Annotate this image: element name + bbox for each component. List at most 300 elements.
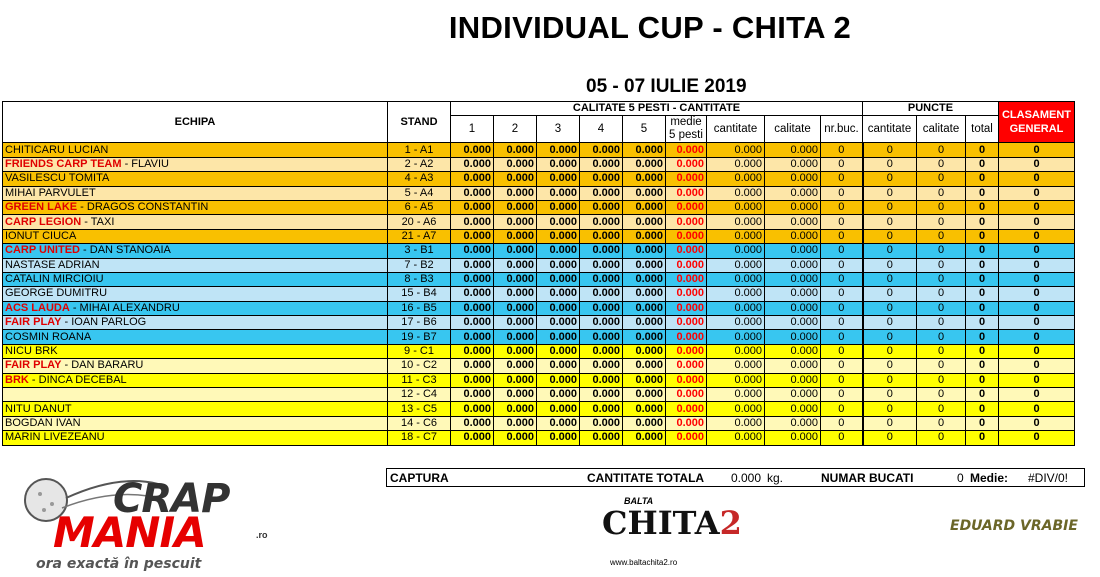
points-total-cell: 0 <box>966 301 999 315</box>
nrbuc-cell: 0 <box>821 373 863 387</box>
general-cell: 0 <box>999 373 1075 387</box>
fish-weight-4: 0.000 <box>580 416 623 430</box>
points-cantitate-cell: 0 <box>863 359 917 373</box>
nrbuc-cell: 0 <box>821 157 863 171</box>
stand-cell: 20 - A6 <box>388 215 451 229</box>
cantitate-cell: 0.000 <box>707 344 765 358</box>
fish-weight-5: 0.000 <box>623 172 666 186</box>
angler-name: - DAN STANOAIA <box>79 244 171 257</box>
header-col-1: 1 <box>451 116 494 143</box>
fish-weight-5: 0.000 <box>623 388 666 402</box>
fish-weight-5: 0.000 <box>623 301 666 315</box>
table-row <box>3 301 1075 315</box>
header-col-5: 5 <box>623 116 666 143</box>
fish-weight-4: 0.000 <box>580 258 623 272</box>
team-cell <box>3 388 388 402</box>
fish-weight-5: 0.000 <box>623 258 666 272</box>
fish-weight-5: 0.000 <box>623 157 666 171</box>
fish-weight-1: 0.000 <box>451 373 494 387</box>
points-total-cell: 0 <box>966 143 999 157</box>
team-cell <box>3 373 388 387</box>
calitate-cell: 0.000 <box>765 272 821 286</box>
fish-weight-1: 0.000 <box>451 287 494 301</box>
table-row <box>3 258 1075 272</box>
general-cell: 0 <box>999 244 1075 258</box>
points-total-cell: 0 <box>966 402 999 416</box>
summary-bar <box>386 468 1085 487</box>
stand-cell: 18 - C7 <box>388 431 451 445</box>
points-total-cell: 0 <box>966 272 999 286</box>
calitate-cell: 0.000 <box>765 388 821 402</box>
fish-weight-4: 0.000 <box>580 200 623 214</box>
fish-weight-1: 0.000 <box>451 301 494 315</box>
medie-cell: 0.000 <box>666 344 707 358</box>
stand-cell: 1 - A1 <box>388 143 451 157</box>
fish-weight-5: 0.000 <box>623 330 666 344</box>
header-medie <box>666 116 707 143</box>
points-calitate-cell: 0 <box>917 344 966 358</box>
stand-cell: 11 - C3 <box>388 373 451 387</box>
nrbuc-cell: 0 <box>821 272 863 286</box>
calitate-cell: 0.000 <box>765 229 821 243</box>
angler-name: - DINCA DECEBAL <box>28 373 127 386</box>
club-name: CARP LEGION <box>5 215 82 228</box>
table-row <box>3 272 1075 286</box>
club-name: FAIR PLAY <box>5 359 62 372</box>
points-cantitate-cell: 0 <box>863 388 917 402</box>
team-cell <box>3 431 388 445</box>
calitate-cell: 0.000 <box>765 244 821 258</box>
club-name: CARP UNITED <box>5 244 80 257</box>
points-cantitate-cell: 0 <box>863 373 917 387</box>
medie-cell: 0.000 <box>666 388 707 402</box>
fish-weight-3: 0.000 <box>537 157 580 171</box>
stand-cell: 4 - A3 <box>388 172 451 186</box>
points-calitate-cell: 0 <box>917 416 966 430</box>
fish-weight-4: 0.000 <box>580 229 623 243</box>
fish-weight-2: 0.000 <box>494 301 537 315</box>
points-calitate-cell: 0 <box>917 330 966 344</box>
club-name: BRK <box>5 373 29 386</box>
points-total-cell: 0 <box>966 388 999 402</box>
header-col-3: 3 <box>537 116 580 143</box>
header-medie-line1: medie <box>670 116 702 129</box>
points-calitate-cell: 0 <box>917 143 966 157</box>
fish-weight-4: 0.000 <box>580 215 623 229</box>
stand-cell: 16 - B5 <box>388 301 451 315</box>
nrbuc-cell: 0 <box>821 316 863 330</box>
points-cantitate-cell: 0 <box>863 143 917 157</box>
table-row <box>3 200 1075 214</box>
summary-cantitate-value: 0.000 <box>731 471 762 485</box>
general-cell: 0 <box>999 301 1075 315</box>
stand-cell: 12 - C4 <box>388 388 451 402</box>
points-calitate-cell: 0 <box>917 287 966 301</box>
summary-medie-label: Medie: <box>970 471 1009 485</box>
general-cell: 0 <box>999 229 1075 243</box>
calitate-cell: 0.000 <box>765 172 821 186</box>
table-row <box>3 143 1075 157</box>
medie-cell: 0.000 <box>666 244 707 258</box>
cantitate-cell: 0.000 <box>707 287 765 301</box>
summary-unit: kg. <box>767 471 784 485</box>
fish-weight-4: 0.000 <box>580 157 623 171</box>
points-cantitate-cell: 0 <box>863 215 917 229</box>
table-row <box>3 330 1075 344</box>
fish-weight-4: 0.000 <box>580 244 623 258</box>
nrbuc-cell: 0 <box>821 431 863 445</box>
general-cell: 0 <box>999 157 1075 171</box>
fish-weight-3: 0.000 <box>537 344 580 358</box>
fish-weight-3: 0.000 <box>537 431 580 445</box>
team-cell <box>3 287 388 301</box>
points-total-cell: 0 <box>966 229 999 243</box>
fish-weight-2: 0.000 <box>494 344 537 358</box>
fish-weight-5: 0.000 <box>623 431 666 445</box>
stand-cell: 15 - B4 <box>388 287 451 301</box>
medie-cell: 0.000 <box>666 330 707 344</box>
cantitate-cell: 0.000 <box>707 272 765 286</box>
fish-weight-1: 0.000 <box>451 431 494 445</box>
fish-weight-2: 0.000 <box>494 402 537 416</box>
general-cell: 0 <box>999 200 1075 214</box>
crapmania-tagline: ora exactă în pescuit <box>36 556 202 572</box>
chita2-logo-number: 2 <box>719 504 742 542</box>
table-row <box>3 359 1075 373</box>
fish-weight-4: 0.000 <box>580 272 623 286</box>
header-group-points: PUNCTE <box>863 102 999 116</box>
general-cell: 0 <box>999 172 1075 186</box>
points-cantitate-cell: 0 <box>863 157 917 171</box>
nrbuc-cell: 0 <box>821 344 863 358</box>
nrbuc-cell: 0 <box>821 200 863 214</box>
cantitate-cell: 0.000 <box>707 157 765 171</box>
fish-weight-5: 0.000 <box>623 416 666 430</box>
cantitate-cell: 0.000 <box>707 301 765 315</box>
fish-weight-1: 0.000 <box>451 344 494 358</box>
fish-weight-1: 0.000 <box>451 272 494 286</box>
points-total-cell: 0 <box>966 157 999 171</box>
angler-name: - DRAGOS CONSTANTIN <box>77 201 209 214</box>
cantitate-cell: 0.000 <box>707 402 765 416</box>
table-row <box>3 402 1075 416</box>
results-table <box>2 101 1075 446</box>
fish-weight-5: 0.000 <box>623 287 666 301</box>
fish-weight-4: 0.000 <box>580 388 623 402</box>
team-cell <box>3 258 388 272</box>
medie-cell: 0.000 <box>666 172 707 186</box>
points-calitate-cell: 0 <box>917 373 966 387</box>
points-calitate-cell: 0 <box>917 301 966 315</box>
team-cell <box>3 272 388 286</box>
angler-name: NITU DANUT <box>5 402 72 415</box>
nrbuc-cell: 0 <box>821 416 863 430</box>
medie-cell: 0.000 <box>666 272 707 286</box>
crapmania-logo-line2: MANIA <box>53 508 206 557</box>
fish-weight-3: 0.000 <box>537 301 580 315</box>
stand-cell: 13 - C5 <box>388 402 451 416</box>
fish-weight-3: 0.000 <box>537 229 580 243</box>
calitate-cell: 0.000 <box>765 359 821 373</box>
fish-weight-1: 0.000 <box>451 388 494 402</box>
stand-cell: 5 - A4 <box>388 186 451 200</box>
fish-weight-3: 0.000 <box>537 316 580 330</box>
table-row <box>3 344 1075 358</box>
nrbuc-cell: 0 <box>821 172 863 186</box>
fish-weight-5: 0.000 <box>623 402 666 416</box>
fish-weight-5: 0.000 <box>623 229 666 243</box>
summary-captura: CAPTURA <box>390 471 449 485</box>
chita2-logo-main <box>602 504 742 542</box>
points-cantitate-cell: 0 <box>863 431 917 445</box>
general-cell: 0 <box>999 186 1075 200</box>
fish-weight-3: 0.000 <box>537 200 580 214</box>
table-row <box>3 215 1075 229</box>
fish-weight-2: 0.000 <box>494 287 537 301</box>
team-cell <box>3 200 388 214</box>
calitate-cell: 0.000 <box>765 330 821 344</box>
calitate-cell: 0.000 <box>765 143 821 157</box>
fish-weight-3: 0.000 <box>537 244 580 258</box>
points-cantitate-cell: 0 <box>863 258 917 272</box>
fish-weight-2: 0.000 <box>494 200 537 214</box>
table-row <box>3 229 1075 243</box>
stand-cell: 8 - B3 <box>388 272 451 286</box>
crapmania-logo <box>8 474 278 572</box>
team-cell <box>3 416 388 430</box>
fish-weight-3: 0.000 <box>537 359 580 373</box>
medie-cell: 0.000 <box>666 287 707 301</box>
points-cantitate-cell: 0 <box>863 316 917 330</box>
calitate-cell: 0.000 <box>765 402 821 416</box>
points-calitate-cell: 0 <box>917 359 966 373</box>
calitate-cell: 0.000 <box>765 186 821 200</box>
chita2-logo <box>592 496 742 573</box>
cantitate-cell: 0.000 <box>707 200 765 214</box>
points-calitate-cell: 0 <box>917 402 966 416</box>
points-total-cell: 0 <box>966 200 999 214</box>
stand-cell: 19 - B7 <box>388 330 451 344</box>
points-cantitate-cell: 0 <box>863 244 917 258</box>
fish-weight-2: 0.000 <box>494 431 537 445</box>
fish-weight-2: 0.000 <box>494 172 537 186</box>
header-nrbuc: nr.buc. <box>821 116 863 143</box>
page-title: INDIVIDUAL CUP - CHITA 2 <box>448 10 852 45</box>
points-cantitate-cell: 0 <box>863 344 917 358</box>
crapmania-logo-ro: .ro <box>256 530 268 540</box>
points-total-cell: 0 <box>966 215 999 229</box>
angler-name: - FLAVIU <box>121 157 170 170</box>
points-cantitate-cell: 0 <box>863 272 917 286</box>
general-cell: 0 <box>999 143 1075 157</box>
fish-weight-5: 0.000 <box>623 186 666 200</box>
club-name: ACS LAUDA <box>5 301 70 314</box>
fish-weight-2: 0.000 <box>494 416 537 430</box>
team-cell <box>3 215 388 229</box>
fish-weight-3: 0.000 <box>537 388 580 402</box>
team-cell <box>3 172 388 186</box>
medie-cell: 0.000 <box>666 359 707 373</box>
team-cell <box>3 402 388 416</box>
table-row <box>3 416 1075 430</box>
fish-weight-1: 0.000 <box>451 416 494 430</box>
nrbuc-cell: 0 <box>821 330 863 344</box>
medie-cell: 0.000 <box>666 301 707 315</box>
signature: EDUARD VRABIE <box>950 518 1078 534</box>
calitate-cell: 0.000 <box>765 344 821 358</box>
medie-cell: 0.000 <box>666 416 707 430</box>
fish-weight-4: 0.000 <box>580 344 623 358</box>
medie-cell: 0.000 <box>666 157 707 171</box>
fish-weight-1: 0.000 <box>451 186 494 200</box>
points-total-cell: 0 <box>966 287 999 301</box>
team-cell <box>3 330 388 344</box>
table-row <box>3 431 1075 445</box>
cantitate-cell: 0.000 <box>707 143 765 157</box>
general-cell: 0 <box>999 287 1075 301</box>
table-row <box>3 287 1075 301</box>
points-calitate-cell: 0 <box>917 229 966 243</box>
calitate-cell: 0.000 <box>765 200 821 214</box>
fish-weight-2: 0.000 <box>494 272 537 286</box>
points-total-cell: 0 <box>966 431 999 445</box>
fish-weight-2: 0.000 <box>494 258 537 272</box>
fish-weight-1: 0.000 <box>451 157 494 171</box>
fish-weight-2: 0.000 <box>494 186 537 200</box>
points-cantitate-cell: 0 <box>863 416 917 430</box>
medie-cell: 0.000 <box>666 402 707 416</box>
fish-weight-5: 0.000 <box>623 272 666 286</box>
fish-weight-4: 0.000 <box>580 359 623 373</box>
fish-weight-4: 0.000 <box>580 431 623 445</box>
fish-weight-1: 0.000 <box>451 172 494 186</box>
fish-weight-3: 0.000 <box>537 402 580 416</box>
crapmania-logo-line1: CRAP <box>113 476 230 522</box>
fish-weight-3: 0.000 <box>537 143 580 157</box>
angler-name: COSMIN ROANA <box>5 330 92 343</box>
angler-name: IONUT CIUCA <box>5 229 77 242</box>
header-medie-line2: 5 pesti <box>669 129 703 142</box>
calitate-cell: 0.000 <box>765 215 821 229</box>
fish-weight-4: 0.000 <box>580 143 623 157</box>
calitate-cell: 0.000 <box>765 157 821 171</box>
fish-weight-3: 0.000 <box>537 272 580 286</box>
cantitate-cell: 0.000 <box>707 359 765 373</box>
angler-name: - TAXI <box>81 215 115 228</box>
points-cantitate-cell: 0 <box>863 402 917 416</box>
fish-weight-4: 0.000 <box>580 287 623 301</box>
angler-name: NASTASE ADRIAN <box>5 258 100 271</box>
medie-cell: 0.000 <box>666 186 707 200</box>
cantitate-cell: 0.000 <box>707 215 765 229</box>
fish-weight-4: 0.000 <box>580 373 623 387</box>
cantitate-cell: 0.000 <box>707 330 765 344</box>
summary-numar-value: 0 <box>957 471 964 485</box>
fish-weight-4: 0.000 <box>580 172 623 186</box>
team-cell <box>3 359 388 373</box>
points-total-cell: 0 <box>966 172 999 186</box>
fish-weight-3: 0.000 <box>537 186 580 200</box>
table-row <box>3 172 1075 186</box>
angler-name: - IOAN PARLOG <box>61 316 147 329</box>
fish-weight-5: 0.000 <box>623 244 666 258</box>
header-general: CLASAMENT GENERAL <box>999 102 1075 143</box>
points-calitate-cell: 0 <box>917 157 966 171</box>
points-cantitate-cell: 0 <box>863 186 917 200</box>
fish-weight-2: 0.000 <box>494 373 537 387</box>
cantitate-cell: 0.000 <box>707 244 765 258</box>
nrbuc-cell: 0 <box>821 359 863 373</box>
stand-cell: 3 - B1 <box>388 244 451 258</box>
team-cell <box>3 157 388 171</box>
fish-weight-1: 0.000 <box>451 402 494 416</box>
cantitate-cell: 0.000 <box>707 186 765 200</box>
fish-weight-4: 0.000 <box>580 316 623 330</box>
medie-cell: 0.000 <box>666 431 707 445</box>
calitate-cell: 0.000 <box>765 301 821 315</box>
stand-cell: 17 - B6 <box>388 316 451 330</box>
fish-weight-3: 0.000 <box>537 287 580 301</box>
fish-weight-2: 0.000 <box>494 229 537 243</box>
general-cell: 0 <box>999 388 1075 402</box>
points-calitate-cell: 0 <box>917 186 966 200</box>
general-cell: 0 <box>999 402 1075 416</box>
points-calitate-cell: 0 <box>917 316 966 330</box>
club-name: GREEN LAKE <box>5 201 78 214</box>
general-cell: 0 <box>999 359 1075 373</box>
nrbuc-cell: 0 <box>821 402 863 416</box>
fish-weight-5: 0.000 <box>623 373 666 387</box>
cantitate-cell: 0.000 <box>707 388 765 402</box>
stand-cell: 14 - C6 <box>388 416 451 430</box>
cantitate-cell: 0.000 <box>707 172 765 186</box>
table-row <box>3 316 1075 330</box>
table-row <box>3 244 1075 258</box>
points-cantitate-cell: 0 <box>863 200 917 214</box>
medie-cell: 0.000 <box>666 316 707 330</box>
header-calitate: calitate <box>765 116 821 143</box>
table-row <box>3 157 1075 171</box>
fish-weight-3: 0.000 <box>537 416 580 430</box>
fish-weight-1: 0.000 <box>451 143 494 157</box>
angler-name: MIHAI PARVULET <box>5 186 96 199</box>
medie-cell: 0.000 <box>666 215 707 229</box>
nrbuc-cell: 0 <box>821 143 863 157</box>
team-cell <box>3 244 388 258</box>
general-cell: 0 <box>999 431 1075 445</box>
header-points-calitate: calitate <box>917 116 966 143</box>
calitate-cell: 0.000 <box>765 416 821 430</box>
points-calitate-cell: 0 <box>917 215 966 229</box>
stand-cell: 6 - A5 <box>388 200 451 214</box>
points-total-cell: 0 <box>966 344 999 358</box>
points-cantitate-cell: 0 <box>863 229 917 243</box>
team-cell <box>3 186 388 200</box>
fish-weight-1: 0.000 <box>451 258 494 272</box>
chita2-logo-word: CHITA <box>602 504 720 542</box>
table-row <box>3 186 1075 200</box>
fish-weight-5: 0.000 <box>623 344 666 358</box>
calitate-cell: 0.000 <box>765 431 821 445</box>
general-cell: 0 <box>999 258 1075 272</box>
fish-weight-5: 0.000 <box>623 359 666 373</box>
nrbuc-cell: 0 <box>821 244 863 258</box>
header-group-quality: CALITATE 5 PESTI - CANTITATE <box>451 102 863 116</box>
cantitate-cell: 0.000 <box>707 316 765 330</box>
points-total-cell: 0 <box>966 244 999 258</box>
points-total-cell: 0 <box>966 330 999 344</box>
points-total-cell: 0 <box>966 186 999 200</box>
